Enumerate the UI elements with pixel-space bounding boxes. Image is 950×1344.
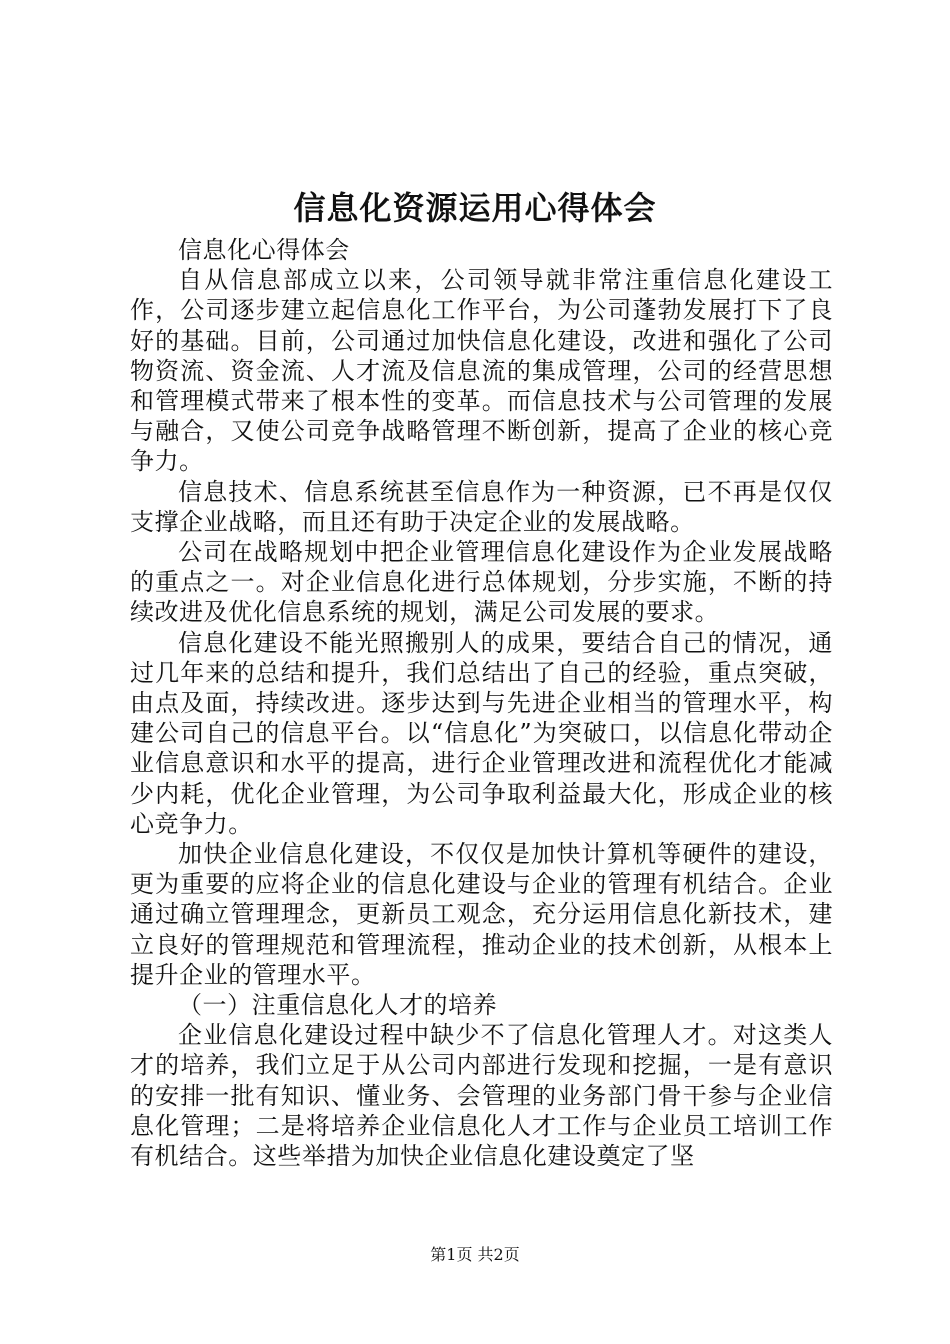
paragraph: 加快企业信息化建设，不仅仅是加快计算机等硬件的建设，更为重要的应将企业的信息化建设与企业的管理有机结合。企业通过确立管理理念，更新员工观念，充分运用信息化新技术，建立良好的管理规范和管理流程，推动企业的技术创新，从根本上提升企业的管理水平。: [130, 840, 833, 989]
paragraph: 信息化建设不能光照搬别人的成果，要结合自己的情况，通过几年来的总结和提升，我们总结出了自己的经验，重点突破，由点及面，持续改进。逐步达到与先进企业相当的管理水平，构建公司自己的信息平台。以“信息化”为突破口，以信息化带动企业信息意识和水平的提高，进行企业管理改进和流程优化才能减少内耗，优化企业管理，为公司争取利益最大化，形成企业的核心竞争力。: [130, 628, 833, 838]
page-footer: 第1页 共2页: [430, 1245, 520, 1264]
document-body: [130, 235, 833, 1171]
paragraph: 公司在战略规划中把企业管理信息化建设作为企业发展战略的重点之一。对企业信息化进行总体规划，分步实施，不断的持续改进及优化信息系统的规划，满足公司发展的要求。: [130, 538, 833, 627]
paragraph-subtitle: 信息化心得体会: [178, 236, 350, 264]
section-heading: （一）注重信息化人才的培养: [178, 991, 498, 1020]
document-title: 信息化资源运用心得体会: [293, 189, 657, 227]
paragraph: 自从信息部成立以来，公司领导就非常注重信息化建设工作，公司逐步建立起信息化工作平台，为公司蓬勃发展打下了良好的基础。目前，公司通过加快信息化建设，改进和强化了公司物资流、资金流、人才流及信息流的集成管理，公司的经营思想和管理模式带来了根本性的变革。而信息技术与公司管理的发展与融合，又使公司竞争战略管理不断创新，提高了企业的核心竞争力。: [130, 266, 833, 476]
paragraph: 信息技术、信息系统甚至信息作为一种资源，已不再是仅仅支撑企业战略，而且还有助于决定企业的发展战略。: [130, 477, 833, 536]
paragraph: 企业信息化建设过程中缺少不了信息化管理人才。对这类人才的培养，我们立足于从公司内部进行发现和挖掘，一是有意识的安排一批有知识、懂业务、会管理的业务部门骨干参与企业信息化管理；二是将培养企业信息化人才工作与企业员工培训工作有机结合。这些举措为加快企业信息化建设奠定了坚: [130, 1021, 833, 1171]
